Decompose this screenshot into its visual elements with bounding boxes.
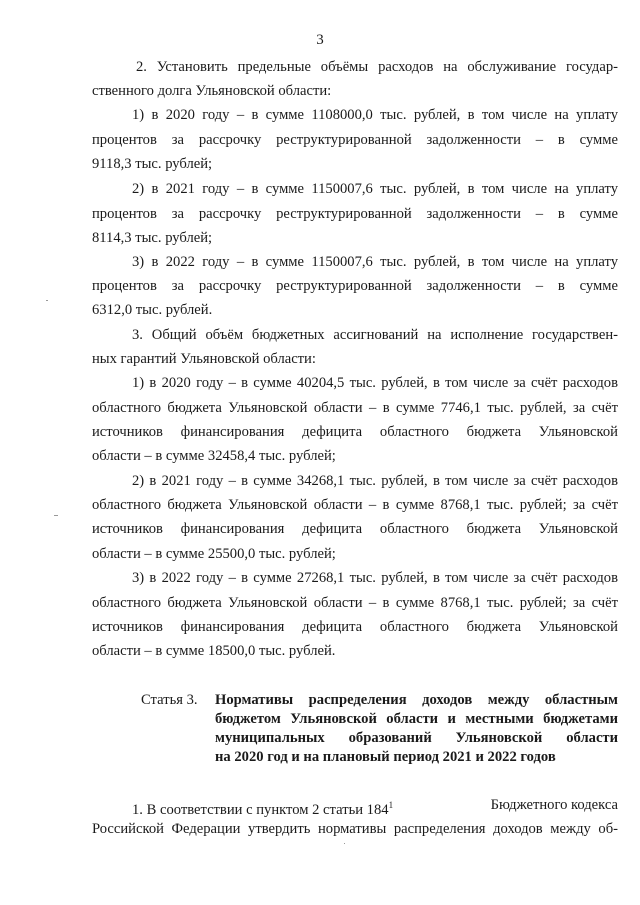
text-line: источников финансирования дефицита областного бюджета Ульяновской [92,424,618,440]
text-line: процентов за рассрочку реструктурированной задолженности – в сумме [92,278,618,294]
scan-mark [54,515,58,516]
text-line: источников финансирования дефицита областного бюджета Ульяновской [92,619,618,635]
text-line: 8114,3 тыс. рублей; [92,230,213,246]
text-line: области – в сумме 25500,0 тыс. рублей; [92,546,336,562]
text-line: 2. Установить предельные объёмы расходов на обслуживание государ- [136,59,618,75]
text-line: областного бюджета Ульяновской области – в сумме 8768,1 тыс. рублей; за счёт [92,497,618,513]
article-title-line: бюджетом Ульяновской области и местными бюджетами [215,711,618,727]
text-line: области – в сумме 18500,0 тыс. рублей. [92,643,336,659]
text-line: 2) в 2021 году – в сумме 1150007,6 тыс. рублей, в том числе на уплату [132,181,618,197]
text-line: 3) в 2022 году – в сумме 1150007,6 тыс. рублей, в том числе на уплату [132,254,618,270]
text-line [132,796,618,819]
text-fragment: Бюджетного кодекса [490,797,618,813]
text-line: 1) в 2020 году – в сумме 40204,5 тыс. рублей, в том числе за счёт расходов [132,375,618,391]
text-line: 2) в 2021 году – в сумме 34268,1 тыс. рублей, в том числе за счёт расходов [132,473,618,489]
text-line: 6312,0 тыс. рублей. [92,302,213,318]
article-title-line: на 2020 год и на плановый период 2021 и 2022 годов [215,749,556,765]
text-line: ственного долга Ульяновской области: [92,83,332,99]
article-title-line: муниципальных образований Ульяновской области [215,730,618,746]
text-line: процентов за рассрочку реструктурированной задолженности – в сумме [92,132,618,148]
text-line: ных гарантий Ульяновской области: [92,351,316,367]
article-label: Статья 3. [141,692,198,708]
text-line: процентов за рассрочку реструктурированной задолженности – в сумме [92,206,618,222]
text-line: областного бюджета Ульяновской области – в сумме 8768,1 тыс. рублей; за счёт [92,595,618,611]
text-line: 3) в 2022 году – в сумме 27268,1 тыс. рублей, в том числе за счёт расходов [132,570,618,586]
text-line: областного бюджета Ульяновской области – в сумме 7746,1 тыс. рублей, за счёт [92,400,618,416]
page-number: 3 [316,32,324,48]
text-line: 1) в 2020 году – в сумме 1108000,0 тыс. рублей, в том числе на уплату [132,107,618,123]
scan-mark [46,300,48,301]
text-line: 9118,3 тыс. рублей; [92,156,213,172]
text-line: источников финансирования дефицита областного бюджета Ульяновской [92,521,618,537]
text-line: 3. Общий объём бюджетных ассигнований на исполнение государствен- [132,327,618,343]
article-title-line: Нормативы распределения доходов между областным [215,692,618,708]
text-line: Российской Федерации утвердить нормативы распределения доходов между об- [92,821,618,837]
scan-mark [344,843,345,844]
text-line: области – в сумме 32458,4 тыс. рублей; [92,448,336,464]
text-fragment: 1. В соответствии с пунктом 2 статьи $184^1$ [132,800,394,818]
